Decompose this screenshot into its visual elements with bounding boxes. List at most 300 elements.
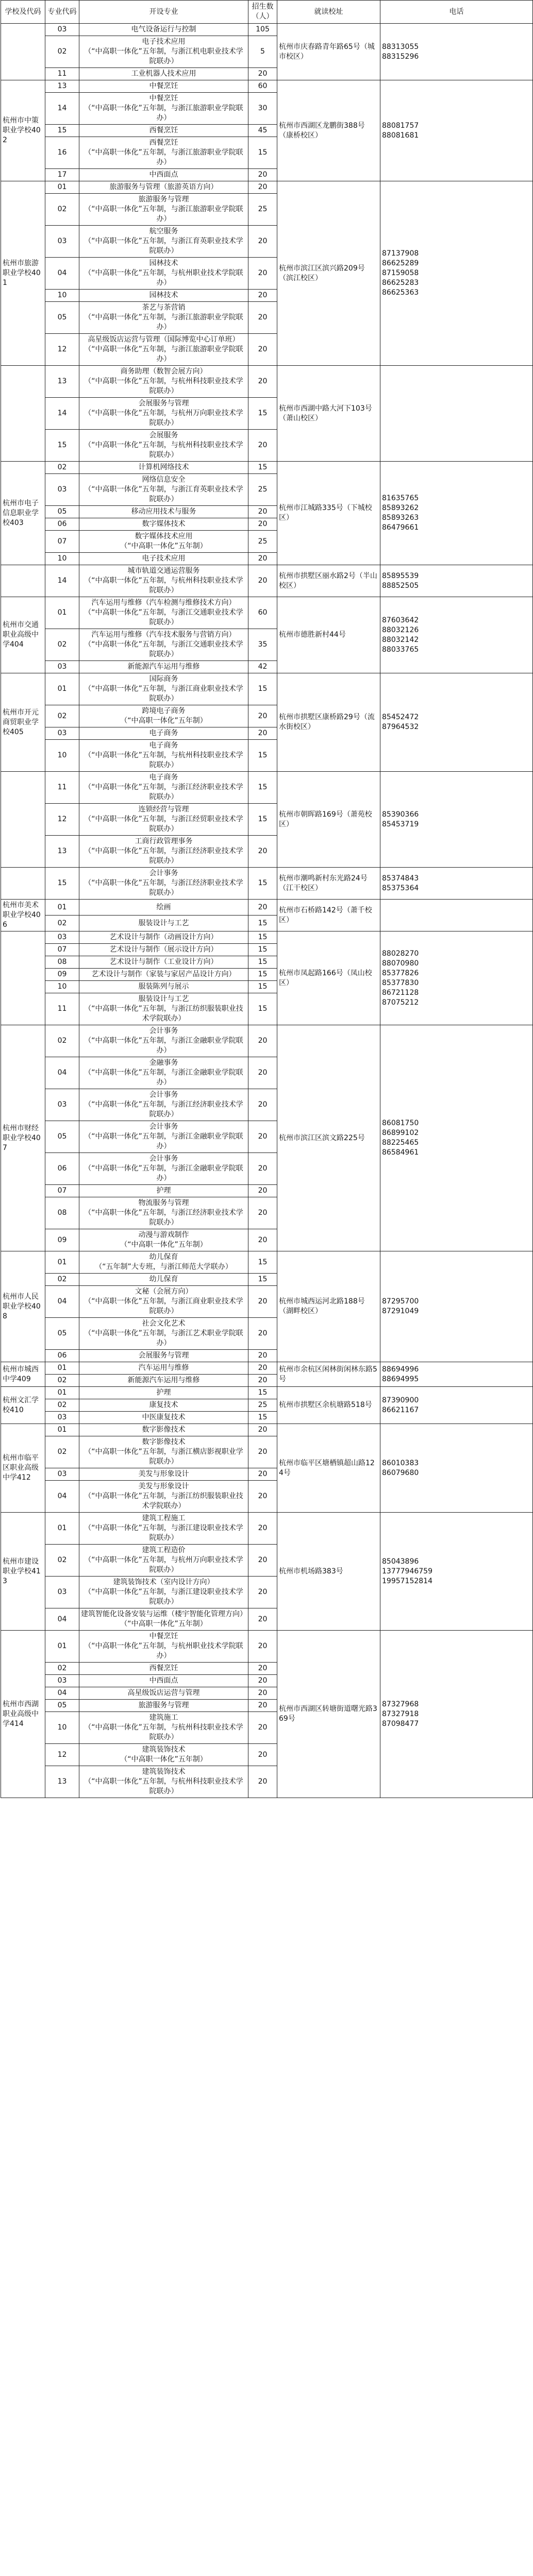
specialty-code-cell: 03 bbox=[45, 1468, 79, 1481]
specialty-code-cell: 02 bbox=[45, 1399, 79, 1412]
quota-cell: 20 bbox=[248, 1185, 277, 1197]
quota-cell: 20 bbox=[248, 705, 277, 727]
specialty-code-cell: 08 bbox=[45, 956, 79, 969]
specialty-name-cell: 中西面点 bbox=[79, 1675, 248, 1687]
specialty-code-cell: 01 bbox=[45, 1251, 79, 1274]
school-name-cell: 杭州市电子信息职业学校403 bbox=[1, 462, 45, 565]
quota-cell: 15 bbox=[248, 969, 277, 981]
quota-cell: 15 bbox=[248, 981, 277, 993]
quota-cell: 20 bbox=[248, 430, 277, 462]
specialty-name-cell: 城市轨道交通运营服务 （“中高职一体化”五年制，与杭州科技职业技术学院联办） bbox=[79, 565, 248, 597]
phone-cell bbox=[380, 900, 533, 931]
specialty-code-cell: 10 bbox=[45, 1712, 79, 1744]
specialty-name-cell: 旅游服务与管理 bbox=[79, 1700, 248, 1712]
specialty-code-cell: 15 bbox=[45, 868, 79, 900]
quota-cell: 20 bbox=[248, 1362, 277, 1375]
specialty-code-cell: 03 bbox=[45, 931, 79, 944]
specialty-name-cell: 园林技术 （“中高职一体化”五年制，与杭州职业技术学院联办） bbox=[79, 258, 248, 290]
table-row bbox=[1, 565, 533, 597]
specialty-name-cell: 数字媒体技术 bbox=[79, 518, 248, 531]
quota-cell: 20 bbox=[248, 68, 277, 80]
specialty-code-cell: 10 bbox=[45, 740, 79, 772]
specialty-code-cell: 04 bbox=[45, 1608, 79, 1631]
quota-cell: 20 bbox=[248, 1577, 277, 1608]
phone-cell: 85374843 85375364 bbox=[380, 868, 533, 900]
specialty-name-cell: 航空服务 （“中高职一体化”五年制，与浙江育英职业技术学院联办） bbox=[79, 226, 248, 258]
specialty-code-cell: 13 bbox=[45, 836, 79, 868]
campus-address-cell: 杭州市凤起路166号（凤山校区） bbox=[277, 931, 380, 1025]
specialty-code-cell: 04 bbox=[45, 1687, 79, 1700]
school-name-cell bbox=[1, 931, 45, 1025]
specialty-name-cell: 会计事务 （“中高职一体化”五年制，与浙江经济职业技术学院联办） bbox=[79, 1089, 248, 1121]
quota-cell: 20 bbox=[248, 506, 277, 518]
school-name-cell: 杭州市建设职业学校413 bbox=[1, 1513, 45, 1631]
table-row bbox=[1, 24, 533, 36]
table-row bbox=[1, 931, 533, 944]
specialty-name-cell: 社会文化艺术 （“中高职一体化”五年制，与浙江艺术职业学院联办） bbox=[79, 1318, 248, 1350]
specialty-name-cell: 建筑工程造价 （“中高职一体化”五年制，与杭州万向职业技术学院联办） bbox=[79, 1545, 248, 1577]
school-name-cell: 杭州市城西中学409 bbox=[1, 1362, 45, 1387]
quota-cell: 20 bbox=[248, 302, 277, 334]
table-row bbox=[1, 1387, 533, 1399]
campus-address-cell: 杭州市拱墅区康桥路29号（流水街校区） bbox=[277, 673, 380, 772]
campus-address-cell: 杭州市德胜新村44号 bbox=[277, 597, 380, 673]
quota-cell: 20 bbox=[248, 181, 277, 194]
quota-cell: 15 bbox=[248, 1412, 277, 1424]
specialty-code-cell: 02 bbox=[45, 705, 79, 727]
quota-cell: 25 bbox=[248, 531, 277, 553]
header-quota: 招生数（人） bbox=[248, 1, 277, 24]
phone-cell: 88313055 88315296 bbox=[380, 24, 533, 80]
quota-cell: 20 bbox=[248, 1153, 277, 1185]
quota-cell: 25 bbox=[248, 1399, 277, 1412]
quota-cell: 20 bbox=[248, 1700, 277, 1712]
quota-cell: 20 bbox=[248, 169, 277, 181]
quota-cell: 15 bbox=[248, 993, 277, 1025]
specialty-code-cell: 15 bbox=[45, 430, 79, 462]
specialty-name-cell: 西餐烹饪 bbox=[79, 1663, 248, 1675]
campus-address-cell: 杭州市临平区塘栖镇超山路124号 bbox=[277, 1424, 380, 1513]
specialty-name-cell: 金融事务 （“中高职一体化”五年制，与浙江金融职业学院联办） bbox=[79, 1057, 248, 1089]
specialty-code-cell: 02 bbox=[45, 1436, 79, 1468]
specialty-code-cell: 01 bbox=[45, 673, 79, 705]
school-name-cell: 杭州市交通职业高级中学404 bbox=[1, 597, 45, 673]
specialty-code-cell: 07 bbox=[45, 1185, 79, 1197]
quota-cell: 20 bbox=[248, 1286, 277, 1318]
specialty-code-cell: 03 bbox=[45, 1675, 79, 1687]
header-school: 学校及代码 bbox=[1, 1, 45, 24]
table-row bbox=[1, 462, 533, 474]
table-row bbox=[1, 772, 533, 804]
specialty-code-cell: 14 bbox=[45, 565, 79, 597]
specialty-code-cell: 16 bbox=[45, 137, 79, 169]
specialty-code-cell: 10 bbox=[45, 981, 79, 993]
quota-cell: 20 bbox=[248, 290, 277, 302]
quota-cell: 20 bbox=[248, 1675, 277, 1687]
school-name-cell: 杭州市开元商贸职业学校405 bbox=[1, 673, 45, 772]
school-name-cell: 杭州市人民职业学校408 bbox=[1, 1251, 45, 1362]
quota-cell: 42 bbox=[248, 661, 277, 673]
quota-cell: 15 bbox=[248, 868, 277, 900]
specialty-name-cell: 幼儿保育 （“五年制”大专班，与浙江师范大学联办） bbox=[79, 1251, 248, 1274]
specialty-code-cell: 14 bbox=[45, 398, 79, 430]
header-code: 专业代码 bbox=[45, 1, 79, 24]
quota-cell: 15 bbox=[248, 956, 277, 969]
phone-cell bbox=[380, 366, 533, 462]
specialty-name-cell: 会计事务 （“中高职一体化”五年制，与浙江经济职业技术学院联办） bbox=[79, 868, 248, 900]
specialty-code-cell: 04 bbox=[45, 258, 79, 290]
specialty-code-cell: 01 bbox=[45, 900, 79, 916]
quota-cell: 5 bbox=[248, 36, 277, 68]
quota-cell: 60 bbox=[248, 597, 277, 629]
phone-cell: 87603642 88032126 88032142 88033765 bbox=[380, 597, 533, 673]
phone-cell: 86010383 86079680 bbox=[380, 1424, 533, 1513]
campus-address-cell: 杭州市滨江区滨文路225号 bbox=[277, 1025, 380, 1251]
quota-cell: 20 bbox=[248, 1608, 277, 1631]
school-name-cell: 杭州文汇学校410 bbox=[1, 1387, 45, 1424]
campus-address-cell: 杭州市拱墅区丽水路2号（半山校区） bbox=[277, 565, 380, 597]
quota-cell: 20 bbox=[248, 1025, 277, 1057]
specialty-code-cell: 06 bbox=[45, 1153, 79, 1185]
quota-cell: 20 bbox=[248, 1744, 277, 1766]
quota-cell: 20 bbox=[248, 1468, 277, 1481]
specialty-name-cell: 电子商务 （“中高职一体化”五年制，与杭州科技职业技术学院联办） bbox=[79, 740, 248, 772]
campus-address-cell: 杭州市机场路383号 bbox=[277, 1513, 380, 1631]
specialty-name-cell: 服装设计与工艺 （“中高职一体化”五年制，与浙江纺织服装职业技术学院联办） bbox=[79, 993, 248, 1025]
specialty-name-cell: 中餐烹饪 （“中高职一体化”五年制，与浙江旅游职业学院联办） bbox=[79, 93, 248, 125]
table-row bbox=[1, 366, 533, 398]
specialty-code-cell: 05 bbox=[45, 1700, 79, 1712]
specialty-code-cell: 02 bbox=[45, 36, 79, 68]
specialty-code-cell: 11 bbox=[45, 993, 79, 1025]
phone-cell: 85390366 85453719 bbox=[380, 772, 533, 868]
specialty-code-cell: 02 bbox=[45, 1375, 79, 1387]
table-row bbox=[1, 1362, 533, 1375]
specialty-name-cell: 康复技术 bbox=[79, 1399, 248, 1412]
quota-cell: 20 bbox=[248, 258, 277, 290]
specialty-name-cell: 建筑工程施工 （“中高职一体化”五年制，与浙江建设职业技术学院联办） bbox=[79, 1513, 248, 1545]
specialty-code-cell: 10 bbox=[45, 290, 79, 302]
specialty-code-cell: 02 bbox=[45, 916, 79, 931]
specialty-name-cell: 美发与形象设计 bbox=[79, 1468, 248, 1481]
specialty-name-cell: 商务助理（数智会展方向） （“中高职一体化”五年制，与杭州科技职业技术学院联办） bbox=[79, 366, 248, 398]
specialty-name-cell: 艺术设计与制作（家装与家居产品设计方向） bbox=[79, 969, 248, 981]
phone-cell: 87390900 86621167 bbox=[380, 1387, 533, 1424]
specialty-name-cell: 建筑装饰技术 （“中高职一体化”五年制，与杭州科技职业技术学院联办） bbox=[79, 1766, 248, 1798]
specialty-name-cell: 中西面点 bbox=[79, 169, 248, 181]
specialty-name-cell: 艺术设计与制作（展示设计方向） bbox=[79, 944, 248, 956]
campus-address-cell: 杭州市拱墅区余杭塘路518号 bbox=[277, 1387, 380, 1424]
specialty-name-cell: 工业机器人技术应用 bbox=[79, 68, 248, 80]
campus-address-cell: 杭州市滨江区滨兴路209号（滨江校区） bbox=[277, 181, 380, 366]
quota-cell: 60 bbox=[248, 80, 277, 93]
quota-cell: 20 bbox=[248, 900, 277, 916]
specialty-code-cell: 17 bbox=[45, 169, 79, 181]
specialty-name-cell: 动漫与游戏制作 （“中高职一体化”五年制） bbox=[79, 1229, 248, 1251]
specialty-code-cell: 10 bbox=[45, 553, 79, 565]
specialty-code-cell: 02 bbox=[45, 1663, 79, 1675]
specialty-name-cell: 会展服务 （“中高职一体化”五年制，与杭州科技职业技术学院联办） bbox=[79, 430, 248, 462]
specialty-code-cell: 05 bbox=[45, 302, 79, 334]
specialty-code-cell: 07 bbox=[45, 531, 79, 553]
specialty-name-cell: 连锁经营与管理 （“中高职一体化”五年制，与浙江经贸职业技术学院联办） bbox=[79, 804, 248, 836]
phone-cell: 88694996 88694995 bbox=[380, 1362, 533, 1387]
phone-cell: 85043896 13777946759 19957152814 bbox=[380, 1513, 533, 1631]
table-row bbox=[1, 900, 533, 916]
quota-cell: 20 bbox=[248, 1229, 277, 1251]
specialty-code-cell: 03 bbox=[45, 1089, 79, 1121]
specialty-name-cell: 旅游服务与管理（旅游英语方向） bbox=[79, 181, 248, 194]
specialty-name-cell: 汽车运用与维修（汽车检测与维修技术方向） （“中高职一体化”五年制，与浙江交通职业技术学院联办） bbox=[79, 597, 248, 629]
phone-cell: 87295700 87291049 bbox=[380, 1251, 533, 1362]
phone-cell: 88028270 88070980 85377826 85377830 86721128 87075212 bbox=[380, 931, 533, 1025]
specialty-name-cell: 会展服务与管理 （“中高职一体化”五年制，与杭州万向职业技术学院联办） bbox=[79, 398, 248, 430]
specialty-name-cell: 会计事务 （“中高职一体化”五年制，与浙江金融职业学院联办） bbox=[79, 1121, 248, 1153]
quota-cell: 20 bbox=[248, 1687, 277, 1700]
header-phone: 电话 bbox=[380, 1, 533, 24]
header-major: 开设专业 bbox=[79, 1, 248, 24]
quota-cell: 20 bbox=[248, 1545, 277, 1577]
specialty-code-cell: 01 bbox=[45, 181, 79, 194]
table-header-row bbox=[1, 1, 533, 24]
campus-address-cell: 杭州市朝晖路169号（萧苑校区） bbox=[277, 772, 380, 868]
campus-address-cell: 杭州市庆春路青年路65号（城市校区） bbox=[277, 24, 380, 80]
specialty-name-cell: 会展服务与管理 bbox=[79, 1350, 248, 1362]
specialty-name-cell: 国际商务 （“中高职一体化”五年制，与浙江商业职业技术学院联办） bbox=[79, 673, 248, 705]
specialty-name-cell: 中医康复技术 bbox=[79, 1412, 248, 1424]
specialty-code-cell: 06 bbox=[45, 518, 79, 531]
school-name-cell bbox=[1, 565, 45, 597]
school-name-cell bbox=[1, 24, 45, 80]
quota-cell: 15 bbox=[248, 673, 277, 705]
table-row bbox=[1, 1631, 533, 1663]
school-name-cell bbox=[1, 366, 45, 462]
phone-cell: 87327968 87327918 87098477 bbox=[380, 1631, 533, 1798]
specialty-name-cell: 物流服务与管理 （“中高职一体化”五年制，与浙江经济职业技术学院联办） bbox=[79, 1197, 248, 1229]
table-row bbox=[1, 80, 533, 93]
quota-cell: 20 bbox=[248, 1631, 277, 1663]
specialty-code-cell: 03 bbox=[45, 24, 79, 36]
specialty-code-cell: 01 bbox=[45, 1424, 79, 1436]
specialty-code-cell: 03 bbox=[45, 661, 79, 673]
specialty-name-cell: 移动应用技术与服务 bbox=[79, 506, 248, 518]
quota-cell: 20 bbox=[248, 1481, 277, 1513]
specialty-code-cell: 03 bbox=[45, 1412, 79, 1424]
quota-cell: 25 bbox=[248, 474, 277, 506]
specialty-code-cell: 09 bbox=[45, 1229, 79, 1251]
specialty-name-cell: 建筑装饰技术 （“中高职一体化”五年制） bbox=[79, 1744, 248, 1766]
header-campus: 就读校址 bbox=[277, 1, 380, 24]
quota-cell: 20 bbox=[248, 1057, 277, 1089]
specialty-name-cell: 服装设计与工艺 bbox=[79, 916, 248, 931]
specialty-code-cell: 02 bbox=[45, 462, 79, 474]
phone-cell: 81635765 85893262 85893263 86479661 bbox=[380, 462, 533, 565]
specialty-code-cell: 07 bbox=[45, 944, 79, 956]
quota-cell: 20 bbox=[248, 226, 277, 258]
phone-cell: 88081757 88081681 bbox=[380, 80, 533, 181]
specialty-name-cell: 电子商务 （“中高职一体化”五年制，与浙江经济职业技术学院联办） bbox=[79, 772, 248, 804]
table-row bbox=[1, 673, 533, 705]
specialty-name-cell: 会计事务 （“中高职一体化”五年制，与浙江金融职业学院联办） bbox=[79, 1025, 248, 1057]
specialty-code-cell: 01 bbox=[45, 1631, 79, 1663]
specialty-name-cell: 高星级饭店运营与管理（国际博览中心订单班） （“中高职一体化”五年制，与浙江旅游职业学院联办） bbox=[79, 334, 248, 366]
quota-cell: 20 bbox=[248, 366, 277, 398]
quota-cell: 105 bbox=[248, 24, 277, 36]
specialty-name-cell: 数字影像技术 bbox=[79, 1424, 248, 1436]
campus-address-cell: 杭州市西湖区转塘街道曙光路369号 bbox=[277, 1631, 380, 1798]
specialty-code-cell: 13 bbox=[45, 80, 79, 93]
specialty-code-cell: 12 bbox=[45, 1744, 79, 1766]
quota-cell: 25 bbox=[248, 194, 277, 226]
specialty-name-cell: 新能源汽车运用与维修 bbox=[79, 661, 248, 673]
quota-cell: 20 bbox=[248, 836, 277, 868]
school-name-cell: 杭州市西湖职业高级中学414 bbox=[1, 1631, 45, 1798]
quota-cell: 20 bbox=[248, 1513, 277, 1545]
specialty-name-cell: 建筑装饰技术（室内设计方向） （“中高职一体化”五年制，与浙江建设职业技术学院联办） bbox=[79, 1577, 248, 1608]
quota-cell: 15 bbox=[248, 1274, 277, 1286]
quota-cell: 30 bbox=[248, 93, 277, 125]
specialty-code-cell: 03 bbox=[45, 474, 79, 506]
quota-cell: 15 bbox=[248, 931, 277, 944]
specialty-name-cell: 汽车运用与维修（汽车技术服务与营销方向） （“中高职一体化”五年制，与浙江交通职业技术学院联办） bbox=[79, 629, 248, 661]
quota-cell: 15 bbox=[248, 772, 277, 804]
specialty-name-cell: 中餐烹饪 bbox=[79, 80, 248, 93]
specialty-name-cell: 电子商务 bbox=[79, 727, 248, 740]
table-row bbox=[1, 1025, 533, 1057]
specialty-name-cell: 艺术设计与制作（动画设计方向） bbox=[79, 931, 248, 944]
campus-address-cell: 杭州市潮鸣新村东光路24号（江干校区） bbox=[277, 868, 380, 900]
quota-cell: 20 bbox=[248, 518, 277, 531]
quota-cell: 20 bbox=[248, 1424, 277, 1436]
specialty-code-cell: 05 bbox=[45, 1121, 79, 1153]
specialty-code-cell: 01 bbox=[45, 597, 79, 629]
quota-cell: 20 bbox=[248, 1089, 277, 1121]
specialty-name-cell: 护理 bbox=[79, 1185, 248, 1197]
specialty-code-cell: 02 bbox=[45, 629, 79, 661]
quota-cell: 15 bbox=[248, 916, 277, 931]
specialty-code-cell: 03 bbox=[45, 727, 79, 740]
table-body bbox=[1, 24, 533, 1798]
specialty-name-cell: 数字影像技术 （“中高职一体化”五年制，与浙江横店影视职业学院联办） bbox=[79, 1436, 248, 1468]
specialty-code-cell: 05 bbox=[45, 506, 79, 518]
specialty-name-cell: 旅游服务与管理 （“中高职一体化”五年制，与浙江旅游职业学院联办） bbox=[79, 194, 248, 226]
campus-address-cell: 杭州市石桥路142号（萧千校区） bbox=[277, 900, 380, 931]
specialty-code-cell: 04 bbox=[45, 1057, 79, 1089]
specialty-code-cell: 04 bbox=[45, 1481, 79, 1513]
specialty-code-cell: 15 bbox=[45, 125, 79, 137]
quota-cell: 20 bbox=[248, 1197, 277, 1229]
specialty-code-cell: 05 bbox=[45, 1318, 79, 1350]
specialty-code-cell: 06 bbox=[45, 1350, 79, 1362]
quota-cell: 20 bbox=[248, 1663, 277, 1675]
specialty-code-cell: 01 bbox=[45, 1387, 79, 1399]
table-row bbox=[1, 1424, 533, 1436]
specialty-name-cell: 服装陈列与展示 bbox=[79, 981, 248, 993]
quota-cell: 20 bbox=[248, 1436, 277, 1468]
specialty-name-cell: 数字媒体技术应用 （“中高职一体化”五年制） bbox=[79, 531, 248, 553]
specialty-name-cell: 茶艺与茶营销 （“中高职一体化”五年制，与浙江旅游职业学院联办） bbox=[79, 302, 248, 334]
school-name-cell: 杭州市中策职业学校402 bbox=[1, 80, 45, 181]
specialty-code-cell: 11 bbox=[45, 68, 79, 80]
specialty-code-cell: 02 bbox=[45, 1545, 79, 1577]
specialty-code-cell: 13 bbox=[45, 366, 79, 398]
quota-cell: 20 bbox=[248, 1350, 277, 1362]
quota-cell: 20 bbox=[248, 1318, 277, 1350]
specialty-code-cell: 02 bbox=[45, 1025, 79, 1057]
specialty-code-cell: 02 bbox=[45, 1274, 79, 1286]
table-row bbox=[1, 1251, 533, 1274]
specialty-code-cell: 03 bbox=[45, 1577, 79, 1608]
specialty-name-cell: 中餐烹饪 （“中高职一体化”五年制，与杭州职业技术学院联办） bbox=[79, 1631, 248, 1663]
specialty-code-cell: 01 bbox=[45, 1362, 79, 1375]
specialty-name-cell: 新能源汽车运用与维修 bbox=[79, 1375, 248, 1387]
specialty-name-cell: 西餐烹饪 bbox=[79, 125, 248, 137]
phone-cell: 85452472 87964532 bbox=[380, 673, 533, 772]
phone-cell: 87137908 86625289 87159058 86625283 86625363 bbox=[380, 181, 533, 366]
specialty-name-cell: 艺术设计与制作（工业设计方向） bbox=[79, 956, 248, 969]
school-name-cell: 杭州市临平区职业高级中学412 bbox=[1, 1424, 45, 1513]
specialty-name-cell: 电气设备运行与控制 bbox=[79, 24, 248, 36]
table-row bbox=[1, 1513, 533, 1545]
specialty-name-cell: 跨境电子商务 （“中高职一体化”五年制） bbox=[79, 705, 248, 727]
quota-cell: 15 bbox=[248, 137, 277, 169]
campus-address-cell: 杭州市城西运河北路188号（湖畔校区） bbox=[277, 1251, 380, 1362]
campus-address-cell: 杭州市江城路335号（下城校区） bbox=[277, 462, 380, 565]
school-name-cell bbox=[1, 868, 45, 900]
specialty-name-cell: 建筑智能化设备安装与运维（楼宇智能化管理方向） （“中高职一体化”五年制） bbox=[79, 1608, 248, 1631]
specialty-code-cell: 11 bbox=[45, 772, 79, 804]
specialty-name-cell: 网络信息安全 （“中高职一体化”五年制，与浙江育英职业技术学院联办） bbox=[79, 474, 248, 506]
specialty-code-cell: 02 bbox=[45, 194, 79, 226]
quota-cell: 45 bbox=[248, 125, 277, 137]
quota-cell: 15 bbox=[248, 462, 277, 474]
quota-cell: 20 bbox=[248, 553, 277, 565]
table-row bbox=[1, 597, 533, 629]
quota-cell: 15 bbox=[248, 398, 277, 430]
quota-cell: 15 bbox=[248, 944, 277, 956]
quota-cell: 15 bbox=[248, 1387, 277, 1399]
specialty-name-cell: 会计事务 （“中高职一体化”五年制，与浙江金融职业学院联办） bbox=[79, 1153, 248, 1185]
quota-cell: 35 bbox=[248, 629, 277, 661]
quota-cell: 20 bbox=[248, 334, 277, 366]
school-name-cell: 杭州市旅游职业学校401 bbox=[1, 181, 45, 366]
quota-cell: 15 bbox=[248, 804, 277, 836]
quota-cell: 15 bbox=[248, 740, 277, 772]
specialty-name-cell: 电子技术应用 bbox=[79, 553, 248, 565]
specialty-code-cell: 03 bbox=[45, 226, 79, 258]
school-name-cell: 杭州市美术职业学校406 bbox=[1, 900, 45, 931]
specialty-name-cell: 幼儿保育 bbox=[79, 1274, 248, 1286]
school-name-cell bbox=[1, 772, 45, 868]
specialty-name-cell: 文秘（会展方向） （“中高职一体化”五年制，与浙江商业职业技术学院联办） bbox=[79, 1286, 248, 1318]
phone-cell: 86081750 86899102 88225465 86584961 bbox=[380, 1025, 533, 1251]
table-row bbox=[1, 868, 533, 900]
specialty-name-cell: 电子技术应用 （“中高职一体化”五年制，与浙江机电职业技术学院联办） bbox=[79, 36, 248, 68]
specialty-code-cell: 14 bbox=[45, 93, 79, 125]
specialty-code-cell: 13 bbox=[45, 1766, 79, 1798]
specialty-code-cell: 12 bbox=[45, 334, 79, 366]
quota-cell: 20 bbox=[248, 727, 277, 740]
specialty-name-cell: 汽车运用与维修 bbox=[79, 1362, 248, 1375]
specialty-name-cell: 绘画 bbox=[79, 900, 248, 916]
school-name-cell: 杭州市财经职业学校407 bbox=[1, 1025, 45, 1251]
campus-address-cell: 杭州市西湖中路大河下103号（萧山校区） bbox=[277, 366, 380, 462]
quota-cell: 15 bbox=[248, 1251, 277, 1274]
quota-cell: 20 bbox=[248, 1121, 277, 1153]
enrollment-table bbox=[1, 0, 533, 1798]
specialty-code-cell: 09 bbox=[45, 969, 79, 981]
phone-cell: 85895539 88852505 bbox=[380, 565, 533, 597]
